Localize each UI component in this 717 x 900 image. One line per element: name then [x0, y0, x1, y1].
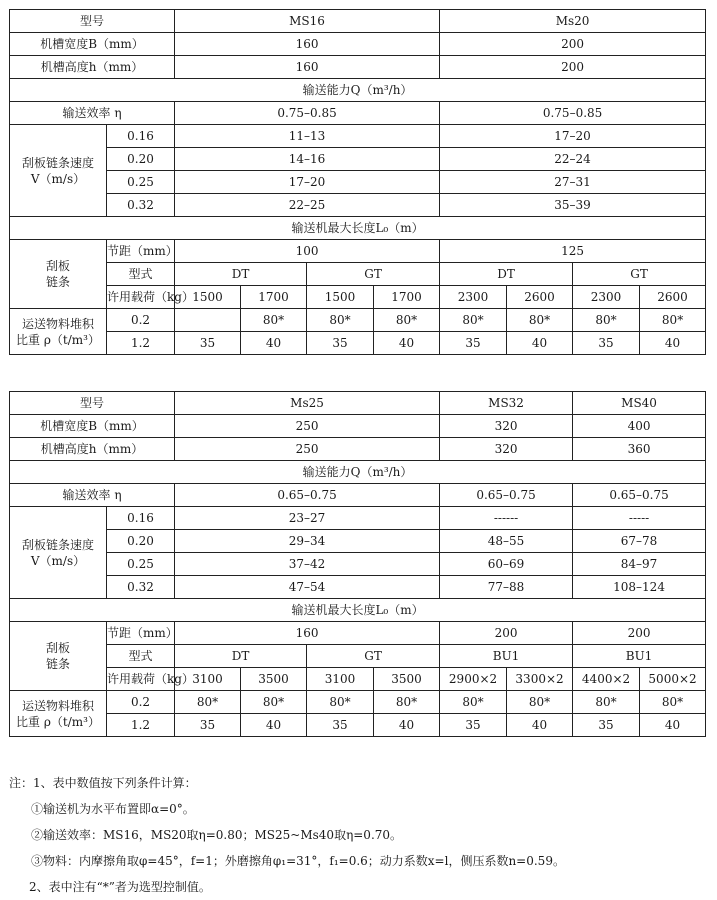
length-cell: 35 — [440, 332, 507, 355]
type-label: 型式 — [107, 645, 175, 668]
model-label: 型号 — [10, 392, 175, 415]
model-ms25: Ms25 — [175, 392, 440, 415]
pitch-value: 200 — [440, 622, 573, 645]
capacity-cell: 17–20 — [175, 171, 440, 194]
capacity-cell: 17–20 — [440, 125, 706, 148]
speed-row — [10, 576, 706, 599]
load-value: 3500 — [241, 668, 307, 691]
length-cell: 40 — [241, 714, 307, 737]
width-label: 机槽宽度B（mm） — [10, 415, 175, 438]
pitch-label: 节距（mm） — [107, 622, 175, 645]
length-cell: 35 — [307, 714, 374, 737]
load-value: 2300 — [573, 286, 640, 309]
capacity-cell: 37–42 — [175, 553, 440, 576]
length-cell — [175, 309, 241, 332]
capacity-cell: 67–78 — [573, 530, 706, 553]
pitch-value: 160 — [175, 622, 440, 645]
length-cell: 80* — [640, 691, 706, 714]
height-value: 320 — [440, 438, 573, 461]
type-value: DT — [175, 263, 307, 286]
material-label — [10, 691, 107, 737]
footnotes — [9, 770, 565, 900]
note-1c: ③物料：内摩擦角取φ=45°，f=1；外磨擦角φ₁=31°，f₁=0.6；动力系数x=l，侧压系数n=0.59。 — [31, 854, 565, 868]
efficiency-row — [10, 484, 706, 507]
speed-value: 0.16 — [107, 507, 175, 530]
speed-row — [10, 125, 706, 148]
speed-row — [10, 553, 706, 576]
length-cell: 80* — [440, 309, 507, 332]
capacity-cell: 47–54 — [175, 576, 440, 599]
material-label-line2: 比重 ρ（t/m³） — [16, 714, 100, 729]
type-value: BU1 — [440, 645, 573, 668]
load-value: 2600 — [507, 286, 573, 309]
height-label: 机槽高度h（mm） — [10, 438, 175, 461]
speed-row — [10, 530, 706, 553]
speed-label-line2: V（m/s） — [30, 553, 86, 568]
length-cell: 35 — [440, 714, 507, 737]
length-cell: 40 — [374, 332, 440, 355]
type-value: GT — [573, 263, 706, 286]
length-cell: 40 — [241, 332, 307, 355]
length-cell: 35 — [175, 714, 241, 737]
model-label: 型号 — [10, 10, 175, 33]
pitch-label: 节距（mm） — [107, 240, 175, 263]
chain-label-line1: 刮板 — [45, 259, 70, 273]
load-value: 3500 — [374, 668, 440, 691]
density-row — [10, 309, 706, 332]
capacity-header-row — [10, 461, 706, 484]
load-value: 1500 — [175, 286, 241, 309]
pitch-row — [10, 622, 706, 645]
length-cell: 40 — [640, 714, 706, 737]
density-value: 1.2 — [107, 714, 175, 737]
note-1: 注：1、表中数值按下列条件计算： — [9, 776, 197, 790]
capacity-cell: 14–16 — [175, 148, 440, 171]
length-cell: 80* — [573, 691, 640, 714]
length-cell: 35 — [573, 332, 640, 355]
model-row — [10, 392, 706, 415]
speed-value: 0.20 — [107, 530, 175, 553]
length-cell: 80* — [241, 309, 307, 332]
length-cell: 80* — [440, 691, 507, 714]
capacity-cell: 60–69 — [440, 553, 573, 576]
efficiency-row — [10, 102, 706, 125]
capacity-cell: 84–97 — [573, 553, 706, 576]
height-row — [10, 438, 706, 461]
capacity-cell: ------ — [440, 507, 573, 530]
chain-label — [10, 240, 107, 309]
pitch-row — [10, 240, 706, 263]
efficiency-value: 0.65–0.75 — [573, 484, 706, 507]
length-cell: 80* — [175, 691, 241, 714]
spec-table-ms16-ms20 — [9, 9, 706, 355]
load-value: 3100 — [175, 668, 241, 691]
length-header: 输送机最大长度L₀（m） — [10, 599, 706, 622]
length-cell: 40 — [374, 714, 440, 737]
model-ms20: Ms20 — [440, 10, 706, 33]
type-value: DT — [175, 645, 307, 668]
length-cell: 80* — [374, 309, 440, 332]
load-value: 5000×2 — [640, 668, 706, 691]
material-label-line1: 运送物料堆积 — [21, 698, 94, 713]
capacity-cell: 22–24 — [440, 148, 706, 171]
speed-row — [10, 507, 706, 530]
capacity-cell: 23–27 — [175, 507, 440, 530]
width-value: 200 — [440, 33, 706, 56]
length-cell: 80* — [573, 309, 640, 332]
load-value: 3100 — [307, 668, 374, 691]
type-row — [10, 645, 706, 668]
length-cell: 40 — [640, 332, 706, 355]
load-value: 2900×2 — [440, 668, 507, 691]
speed-label — [10, 125, 107, 217]
material-label-line2: 比重 ρ（t/m³） — [16, 332, 100, 347]
speed-value: 0.25 — [107, 171, 175, 194]
model-ms16: MS16 — [175, 10, 440, 33]
length-cell: 40 — [507, 332, 573, 355]
material-label — [10, 309, 107, 355]
speed-label-line1: 刮板链条速度 — [21, 537, 94, 552]
type-value: GT — [307, 263, 440, 286]
efficiency-value: 0.75–0.85 — [175, 102, 440, 125]
capacity-cell: 77–88 — [440, 576, 573, 599]
width-row — [10, 415, 706, 438]
capacity-cell: 48–55 — [440, 530, 573, 553]
density-value: 1.2 — [107, 332, 175, 355]
note-1a: ①输送机为水平布置即α=0°。 — [31, 802, 195, 816]
pitch-value: 125 — [440, 240, 706, 263]
efficiency-value: 0.65–0.75 — [440, 484, 573, 507]
model-row — [10, 10, 706, 33]
load-value: 1500 — [307, 286, 374, 309]
width-value: 320 — [440, 415, 573, 438]
chain-label-line2: 链条 — [45, 275, 70, 289]
length-cell: 35 — [573, 714, 640, 737]
chain-label-line1: 刮板 — [45, 641, 70, 655]
speed-value: 0.32 — [107, 194, 175, 217]
capacity-cell: 27–31 — [440, 171, 706, 194]
width-value: 160 — [175, 33, 440, 56]
type-row — [10, 263, 706, 286]
speed-row — [10, 194, 706, 217]
efficiency-value: 0.65–0.75 — [175, 484, 440, 507]
type-value: DT — [440, 263, 573, 286]
length-cell: 35 — [307, 332, 374, 355]
width-row — [10, 33, 706, 56]
efficiency-label: 输送效率 η — [10, 102, 175, 125]
load-value: 4400×2 — [573, 668, 640, 691]
efficiency-value: 0.75–0.85 — [440, 102, 706, 125]
load-value: 1700 — [374, 286, 440, 309]
height-value: 250 — [175, 438, 440, 461]
height-value: 160 — [175, 56, 440, 79]
chain-label-line2: 链条 — [45, 657, 70, 671]
load-value: 2600 — [640, 286, 706, 309]
capacity-cell: ----- — [573, 507, 706, 530]
model-ms32: MS32 — [440, 392, 573, 415]
capacity-cell: 35–39 — [440, 194, 706, 217]
length-cell: 80* — [307, 309, 374, 332]
note-2: 2、表中注有“*”者为选型控制值。 — [29, 880, 211, 894]
type-value: BU1 — [573, 645, 706, 668]
load-label: 许用载荷（kg） — [107, 668, 175, 691]
length-cell: 35 — [175, 332, 241, 355]
length-cell: 80* — [507, 691, 573, 714]
height-value: 360 — [573, 438, 706, 461]
speed-label — [10, 507, 107, 599]
capacity-cell: 108–124 — [573, 576, 706, 599]
capacity-header: 输送能力Q（m³/h） — [10, 461, 706, 484]
type-value: GT — [307, 645, 440, 668]
height-row — [10, 56, 706, 79]
density-value: 0.2 — [107, 309, 175, 332]
speed-value: 0.20 — [107, 148, 175, 171]
pitch-value: 100 — [175, 240, 440, 263]
length-cell: 80* — [640, 309, 706, 332]
load-label: 许用载荷（kg） — [107, 286, 175, 309]
spec-table-ms25-ms40 — [9, 391, 706, 737]
speed-value: 0.25 — [107, 553, 175, 576]
capacity-cell: 11–13 — [175, 125, 440, 148]
capacity-header: 输送能力Q（m³/h） — [10, 79, 706, 102]
load-value: 1700 — [241, 286, 307, 309]
height-label: 机槽高度h（mm） — [10, 56, 175, 79]
length-cell: 80* — [241, 691, 307, 714]
width-value: 400 — [573, 415, 706, 438]
efficiency-label: 输送效率 η — [10, 484, 175, 507]
speed-value: 0.16 — [107, 125, 175, 148]
length-header-row — [10, 599, 706, 622]
density-row — [10, 714, 706, 737]
load-value: 2300 — [440, 286, 507, 309]
capacity-cell: 22–25 — [175, 194, 440, 217]
length-cell: 80* — [374, 691, 440, 714]
width-value: 250 — [175, 415, 440, 438]
length-header-row — [10, 217, 706, 240]
speed-value: 0.32 — [107, 576, 175, 599]
speed-row — [10, 171, 706, 194]
length-cell: 40 — [507, 714, 573, 737]
speed-label-line2: V（m/s） — [30, 171, 86, 186]
length-cell: 80* — [507, 309, 573, 332]
load-value: 3300×2 — [507, 668, 573, 691]
model-ms40: MS40 — [573, 392, 706, 415]
capacity-cell: 29–34 — [175, 530, 440, 553]
material-label-line1: 运送物料堆积 — [21, 316, 94, 331]
height-value: 200 — [440, 56, 706, 79]
capacity-header-row — [10, 79, 706, 102]
speed-label-line1: 刮板链条速度 — [21, 155, 94, 170]
density-value: 0.2 — [107, 691, 175, 714]
type-label: 型式 — [107, 263, 175, 286]
load-row — [10, 286, 706, 309]
note-1b: ②输送效率：MS16，MS20取η=0.80；MS25~Ms40取η=0.70。 — [31, 828, 403, 842]
density-row — [10, 332, 706, 355]
load-row — [10, 668, 706, 691]
length-cell: 80* — [307, 691, 374, 714]
length-header: 输送机最大长度L₀（m） — [10, 217, 706, 240]
density-row — [10, 691, 706, 714]
width-label: 机槽宽度B（mm） — [10, 33, 175, 56]
pitch-value: 200 — [573, 622, 706, 645]
speed-row — [10, 148, 706, 171]
chain-label — [10, 622, 107, 691]
